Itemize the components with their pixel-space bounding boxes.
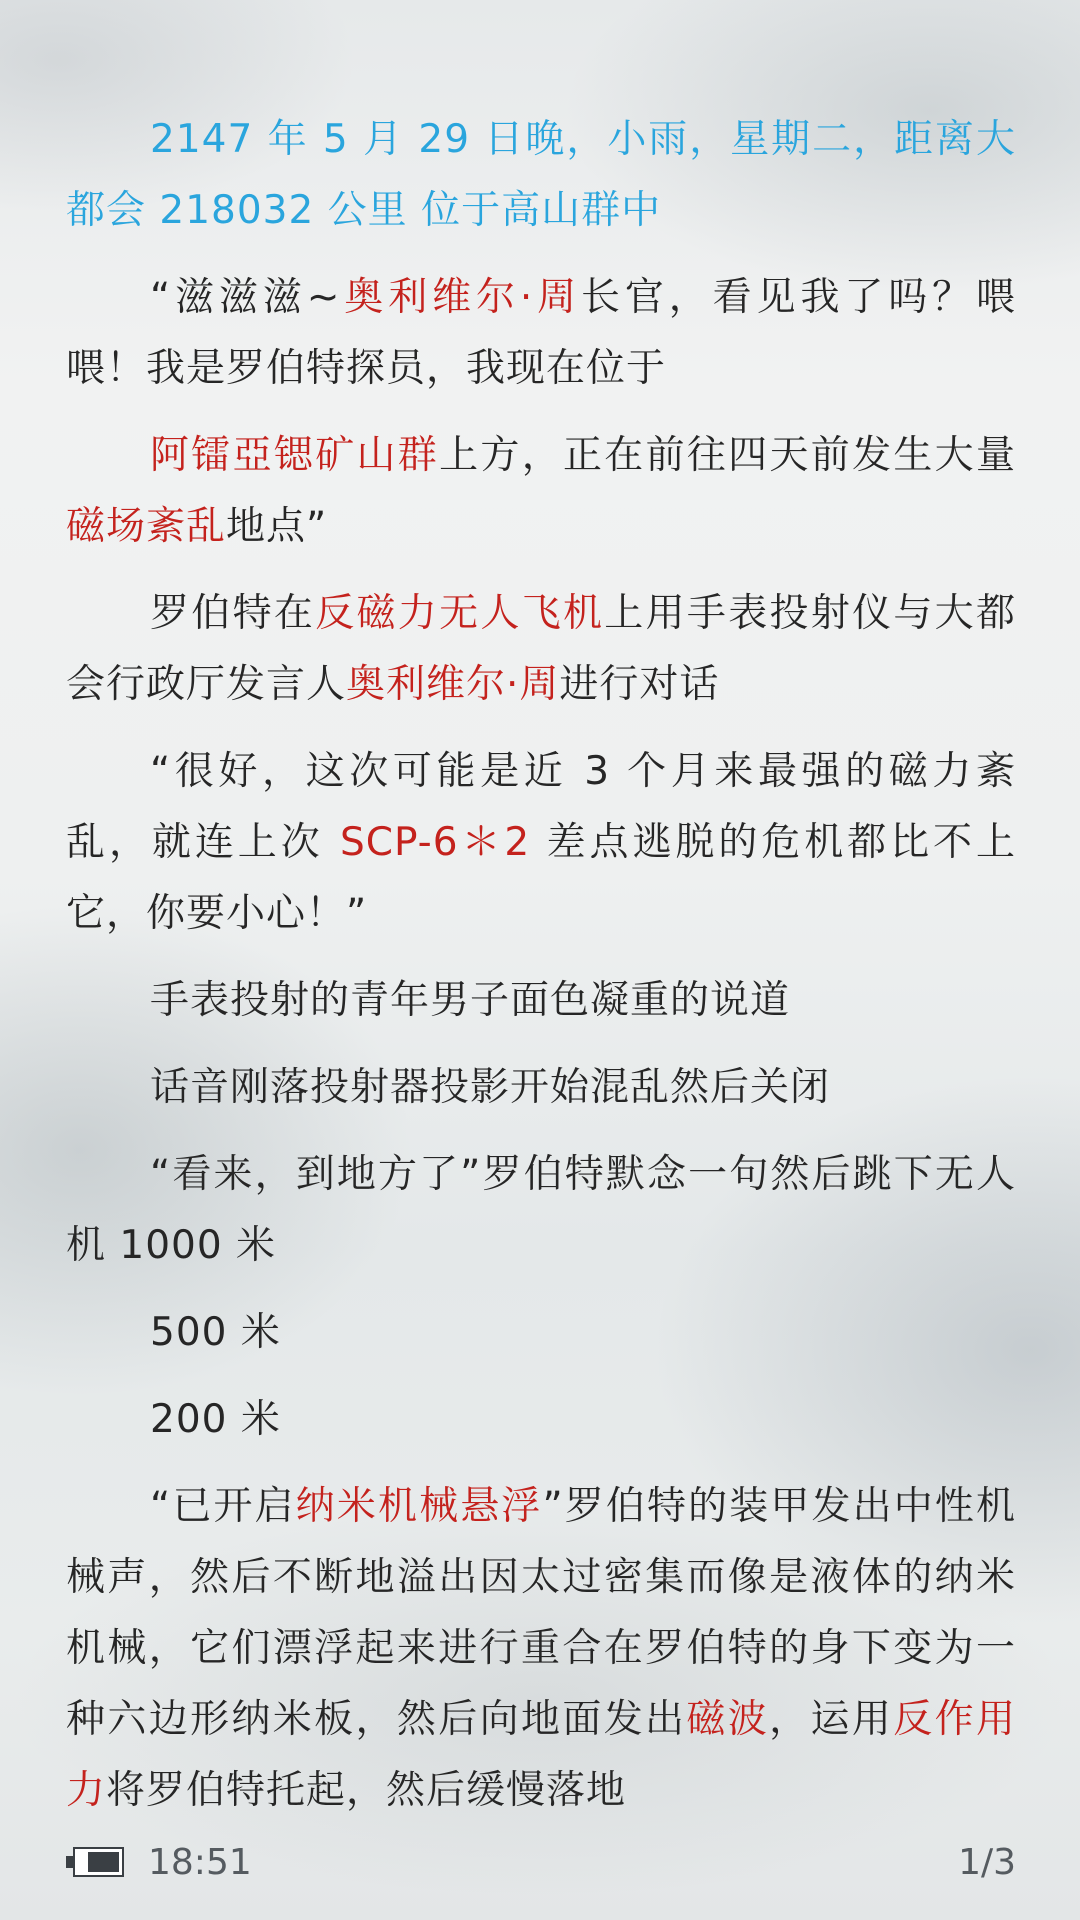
paragraph [66,578,1016,720]
text-run: “看来，到地方了”罗伯特默念一句然后跳下无人机 1000 米 [66,1152,1016,1268]
highlighted-term: 奥利维尔·周 [346,662,560,707]
chapter-heading [66,104,1016,246]
paragraph [66,1384,1016,1455]
text-run: 手表投射的青年男子面色凝重的说道 [150,978,791,1023]
text-run: “已开启 [150,1484,296,1529]
text-run: 500 米 [150,1310,281,1355]
paragraph [66,965,1016,1036]
highlighted-term: 阿镭亞锶矿山群 [150,433,440,478]
paragraph [66,736,1016,949]
text-run: ”罗伯特的装甲发出中性机械声，然后不断地溢出因太过密集而像是液体的纳米机械，它们漂浮起来进行重合在罗伯特的身下变为一种六边形纳米板，然后向地面发出 [66,1484,1016,1742]
text-run: “滋滋滋~ [150,275,341,320]
highlighted-term: SCP-6＊2 [340,820,531,865]
text-run: 上用手表投射仪与大都会行政厅发言人 [66,591,1016,707]
paragraph [66,1471,1016,1826]
paragraph [66,1297,1016,1368]
highlighted-term: 奥利维尔·周 [340,275,582,320]
paragraph [66,262,1016,404]
text-run: 2147 年 5 月 29 日晚，小雨，星期二，距离大都会 218032 公里 位于高山群中 [66,117,1016,233]
text-run: 长官，看见我了吗？喂喂！我是罗伯特探员，我现在位于 [66,275,1016,391]
chapter-text[interactable] [66,104,1016,1842]
page-indicator: 1/3 [958,1841,1016,1883]
highlighted-term: 纳米机械悬浮 [295,1484,543,1529]
paragraph [66,1052,1016,1123]
text-run: 200 米 [150,1397,281,1442]
status-bar [66,1838,1016,1886]
text-run: 差点逃脱的危机都比不上它，你要小心！” [66,820,1016,936]
text-run: 上方，正在前往四天前发生大量 [439,433,1016,478]
text-run: 话音刚落投射器投影开始混乱然后关闭 [150,1065,831,1110]
text-run: 罗伯特在 [150,591,316,636]
text-run: “很好，这次可能是近 3 个月来最强的磁力紊乱，就连上次 [66,749,1016,865]
paragraph [66,1139,1016,1281]
clock-time: 18:51 [148,1841,252,1883]
highlighted-term: 磁场紊乱 [66,504,227,549]
text-run: 将罗伯特托起，然后缓慢落地 [106,1768,627,1813]
paragraph [66,420,1016,562]
text-run: ，运用 [769,1697,894,1742]
battery-icon [66,1847,124,1877]
highlighted-term: 反磁力无人飞机 [315,591,605,636]
highlighted-term: 磁波 [686,1697,770,1742]
text-run: 进行对话 [559,662,720,707]
highlighted-term: 反作用力 [66,1697,1016,1813]
text-run: 地点” [226,504,328,549]
